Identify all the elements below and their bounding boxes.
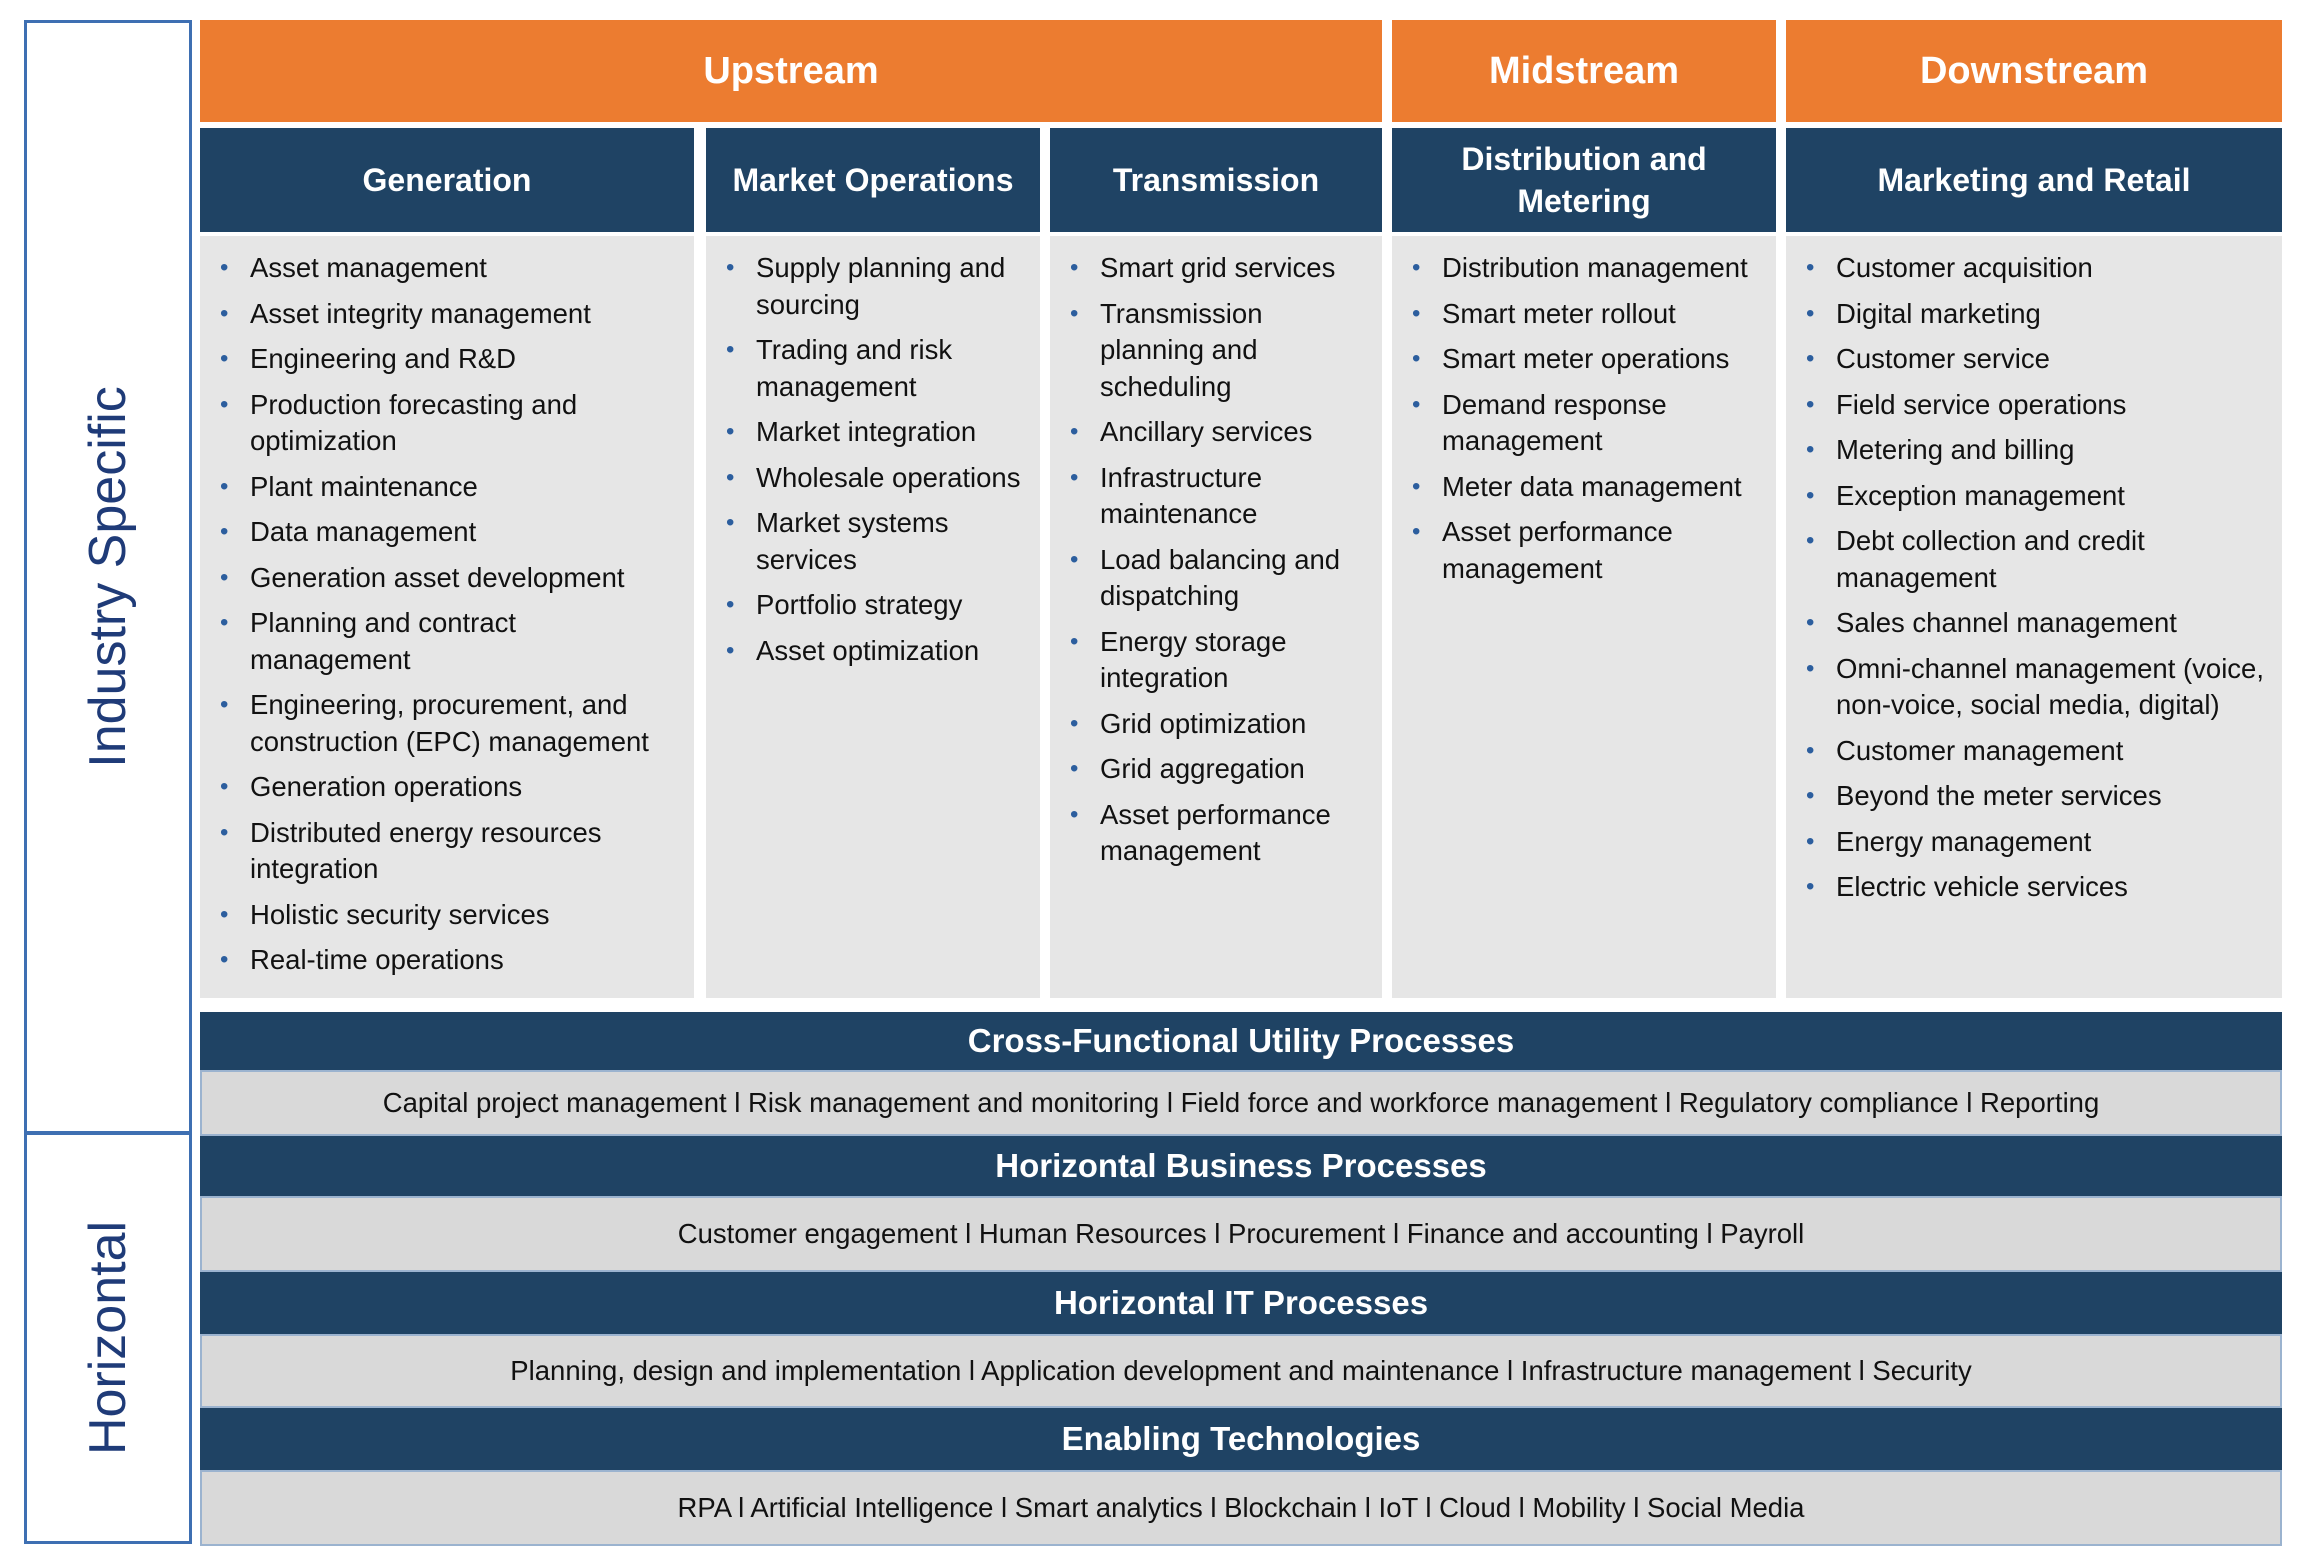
list-item-text: Customer management — [1836, 734, 2124, 766]
list-item — [220, 897, 684, 934]
list-item — [220, 815, 684, 888]
list-item — [1806, 733, 2272, 770]
list-item — [726, 587, 1030, 624]
bullet-icon: • — [220, 609, 229, 636]
bullet-icon: • — [1412, 472, 1421, 500]
bullet-icon: • — [1806, 782, 1815, 809]
market-operations-list-panel — [706, 236, 1040, 998]
list-item-text: Meter data management — [1442, 470, 1742, 502]
list-item-text: Asset optimization — [756, 634, 980, 666]
list-item — [1070, 624, 1372, 697]
bullet-icon: • — [1806, 736, 1815, 764]
bullet-icon: • — [220, 299, 229, 327]
list-item — [1806, 824, 2272, 861]
list-item-text: Electric vehicle services — [1836, 871, 2128, 902]
list-item — [726, 414, 1030, 451]
list-item-text: Planning and contract management — [250, 607, 517, 675]
list-item-text: Market systems services — [756, 507, 949, 575]
downstream-header: Downstream — [1786, 20, 2282, 122]
list-item-text: Market integration — [756, 416, 977, 447]
list-item — [1806, 651, 2272, 724]
list-item-text: Grid aggregation — [1100, 753, 1305, 784]
list-item — [726, 332, 1030, 405]
list-item — [220, 687, 684, 760]
list-item — [220, 250, 684, 287]
cross-functional-title: Cross-Functional Utility Processes — [200, 1012, 2282, 1070]
list-item — [1806, 387, 2272, 424]
list-item — [1412, 387, 1766, 460]
list-item-text: Data management — [250, 516, 477, 547]
list-item-text: Demand response management — [1442, 388, 1667, 456]
bullet-icon: • — [726, 509, 735, 536]
bullet-icon: • — [726, 336, 735, 363]
bullet-icon: • — [1070, 545, 1079, 573]
bullet-icon: • — [220, 946, 229, 973]
bullet-icon: • — [1806, 873, 1815, 900]
list-item — [1070, 414, 1372, 451]
bullet-icon: • — [1806, 299, 1815, 327]
list-item-text: Transmission planning and scheduling — [1100, 297, 1263, 402]
bullet-icon: • — [1412, 518, 1421, 545]
list-item — [1070, 250, 1372, 287]
list-item-text: Beyond the meter services — [1836, 780, 2162, 811]
list-item-text: Load balancing and dispatching — [1100, 543, 1341, 611]
bullet-icon: • — [220, 518, 229, 545]
list-item — [220, 469, 684, 506]
list-item — [1806, 296, 2272, 333]
bullet-icon: • — [1070, 418, 1079, 445]
bullet-icon: • — [1412, 299, 1421, 327]
transmission-list-panel — [1050, 236, 1382, 998]
distribution-metering-header: Distribution and Metering — [1392, 128, 1776, 232]
list-item — [1070, 706, 1372, 743]
list-item-text: Supply planning and sourcing — [756, 252, 1006, 320]
list-item — [1806, 478, 2272, 515]
bullet-icon: • — [1070, 709, 1079, 737]
list-item — [220, 769, 684, 806]
bullet-icon: • — [726, 463, 735, 491]
bullet-icon: • — [1070, 299, 1079, 327]
bullet-icon: • — [1806, 345, 1815, 372]
bullet-icon: • — [220, 691, 229, 718]
distribution-metering-list-panel — [1392, 236, 1776, 998]
list-item-text: Digital marketing — [1836, 297, 2041, 329]
list-item — [1806, 605, 2272, 642]
bullet-icon: • — [1806, 527, 1815, 554]
list-item-text: Smart meter operations — [1442, 343, 1730, 374]
horizontal-label: Horizontal — [79, 1220, 137, 1456]
bullet-icon: • — [1806, 609, 1815, 636]
list-item — [220, 296, 684, 333]
list-item-text: Asset performance management — [1442, 516, 1673, 584]
marketing-retail-list-panel — [1786, 236, 2282, 998]
bullet-icon: • — [1412, 345, 1421, 372]
transmission-list — [1070, 250, 1372, 870]
list-item — [726, 460, 1030, 497]
list-item-text: Smart grid services — [1100, 252, 1336, 283]
list-item-text: Engineering and R&D — [250, 343, 517, 374]
list-item-text: Omni-channel management (voice, non-voice, social media, digital) — [1836, 652, 2264, 720]
cross-functional-body: Capital project management l Risk management and monitoring l Field force and workforce management l Regulatory compliance l Reporting — [200, 1070, 2282, 1136]
list-item — [220, 560, 684, 597]
list-item-text: Generation asset development — [250, 561, 625, 593]
list-item-text: Plant maintenance — [250, 470, 478, 502]
list-item — [220, 341, 684, 378]
list-item-text: Generation operations — [250, 771, 523, 802]
list-item — [1806, 432, 2272, 469]
list-item-text: Grid optimization — [1100, 707, 1307, 739]
list-item-text: Engineering, procurement, and construction (EPC) management — [250, 689, 649, 757]
distribution-metering-list — [1412, 250, 1766, 587]
list-item — [220, 942, 684, 979]
market-operations-list — [726, 250, 1030, 669]
bullet-icon: • — [220, 254, 229, 281]
bullet-icon: • — [220, 345, 229, 372]
enabling-technologies-title: Enabling Technologies — [200, 1408, 2282, 1470]
list-item-text: Customer service — [1836, 343, 2050, 374]
transmission-header: Transmission — [1050, 128, 1382, 232]
list-item-text: Infrastructure maintenance — [1100, 461, 1263, 529]
bullet-icon: • — [1070, 463, 1079, 491]
list-item-text: Metering and billing — [1836, 434, 2075, 465]
horizontal-panel — [24, 1132, 192, 1544]
generation-list-panel — [200, 236, 694, 998]
bullet-icon: • — [1806, 254, 1815, 281]
list-item — [726, 633, 1030, 670]
list-item — [1070, 542, 1372, 615]
list-item-text: Asset integrity management — [250, 297, 591, 329]
list-item — [726, 505, 1030, 578]
bullet-icon: • — [1070, 627, 1079, 655]
bullet-icon: • — [1806, 390, 1815, 418]
list-item — [1806, 341, 2272, 378]
bullet-icon: • — [220, 390, 229, 418]
list-item — [220, 514, 684, 551]
horizontal-business-body: Customer engagement l Human Resources l Procurement l Finance and accounting l Payroll — [200, 1196, 2282, 1272]
bullet-icon: • — [1806, 436, 1815, 463]
bullet-icon: • — [726, 591, 735, 618]
upstream-header: Upstream — [200, 20, 1382, 122]
industry-specific-label: Industry Specific — [79, 386, 137, 768]
midstream-header: Midstream — [1392, 20, 1776, 122]
list-item — [220, 387, 684, 460]
list-item — [726, 250, 1030, 323]
bullet-icon: • — [1070, 254, 1079, 281]
bullet-icon: • — [220, 472, 229, 500]
enabling-technologies-body: RPA l Artificial Intelligence l Smart analytics l Blockchain l IoT l Cloud l Mobility l Social Media — [200, 1470, 2282, 1546]
bullet-icon: • — [220, 563, 229, 591]
list-item-text: Wholesale operations — [756, 461, 1021, 493]
bullet-icon: • — [726, 254, 735, 281]
bullet-icon: • — [220, 773, 229, 800]
bullet-icon: • — [1070, 755, 1079, 782]
list-item-text: Exception management — [1836, 479, 2125, 511]
horizontal-it-body: Planning, design and implementation l Application development and maintenance l Infrastructure management l Security — [200, 1334, 2282, 1408]
list-item — [1070, 296, 1372, 406]
list-item-text: Customer acquisition — [1836, 252, 2093, 283]
market-operations-header: Market Operations — [706, 128, 1040, 232]
bullet-icon: • — [220, 900, 229, 928]
list-item-text: Smart meter rollout — [1442, 297, 1676, 329]
bullet-icon: • — [1412, 254, 1421, 281]
list-item-text: Field service operations — [1836, 388, 2127, 420]
list-item-text: Ancillary services — [1100, 416, 1313, 447]
bullet-icon: • — [1070, 800, 1079, 828]
list-item-text: Portfolio strategy — [756, 589, 963, 620]
bullet-icon: • — [1806, 827, 1815, 855]
list-item — [1070, 797, 1372, 870]
bullet-icon: • — [220, 818, 229, 846]
list-item — [1412, 514, 1766, 587]
list-item-text: Distributed energy resources integration — [250, 816, 602, 884]
bullet-icon: • — [726, 418, 735, 445]
list-item-text: Asset management — [250, 252, 487, 283]
list-item-text: Asset performance management — [1100, 798, 1331, 866]
bullet-icon: • — [1806, 481, 1815, 509]
list-item-text: Energy storage integration — [1100, 625, 1287, 693]
list-item — [220, 605, 684, 678]
list-item — [1412, 341, 1766, 378]
list-item — [1412, 296, 1766, 333]
list-item — [1806, 778, 2272, 815]
generation-list — [220, 250, 684, 979]
list-item-text: Trading and risk management — [756, 334, 953, 402]
bullet-icon: • — [726, 636, 735, 664]
list-item-text: Holistic security services — [250, 898, 550, 930]
list-item-text: Production forecasting and optimization — [250, 388, 578, 456]
industry-specific-panel — [24, 20, 192, 1134]
list-item-text: Distribution management — [1442, 252, 1748, 283]
list-item-text: Energy management — [1836, 825, 2092, 857]
list-item-text: Debt collection and credit management — [1836, 525, 2145, 593]
horizontal-business-title: Horizontal Business Processes — [200, 1136, 2282, 1196]
list-item — [1412, 469, 1766, 506]
horizontal-it-title: Horizontal IT Processes — [200, 1272, 2282, 1334]
marketing-retail-header: Marketing and Retail — [1786, 128, 2282, 232]
list-item — [1806, 250, 2272, 287]
list-item — [1806, 869, 2272, 906]
list-item — [1412, 250, 1766, 287]
bullet-icon: • — [1412, 390, 1421, 418]
list-item — [1070, 460, 1372, 533]
list-item — [1806, 523, 2272, 596]
list-item-text: Sales channel management — [1836, 607, 2177, 638]
bullet-icon: • — [1806, 654, 1815, 682]
list-item — [1070, 751, 1372, 788]
marketing-retail-list — [1806, 250, 2272, 906]
list-item-text: Real-time operations — [250, 944, 504, 975]
generation-header: Generation — [200, 128, 694, 232]
